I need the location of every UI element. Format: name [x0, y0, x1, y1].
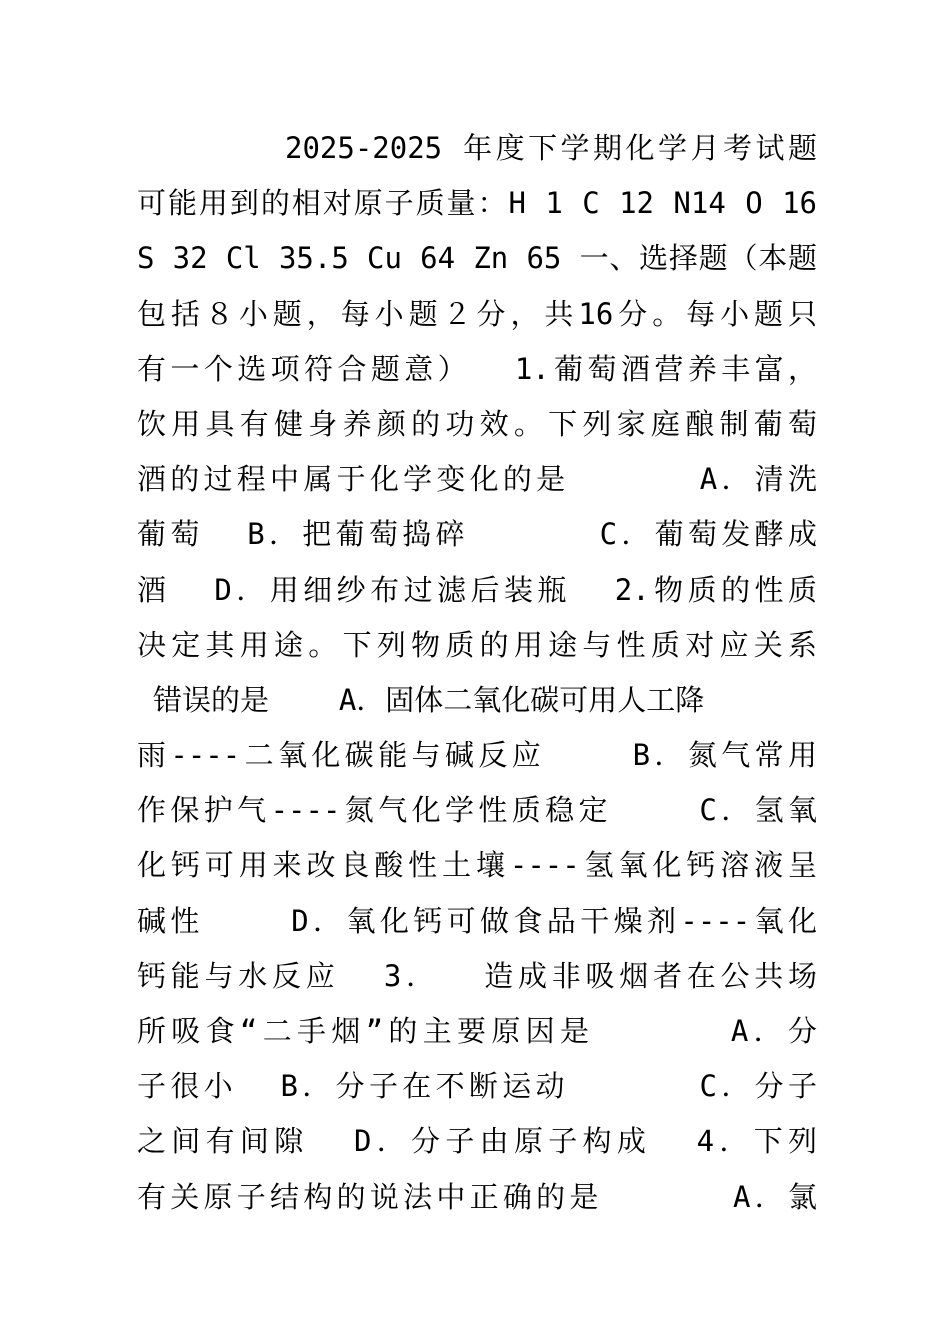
text-line: 可能用到的相对原子质量：H 1 C 12 N14 O 16 — [137, 186, 817, 221]
text-line: 碱性 D．氧化钙可做食品干燥剂----氧化 — [137, 903, 817, 938]
text-line: 葡萄 B．把葡萄捣碎 C．葡萄发酵成 — [137, 517, 817, 552]
text-line: 作保护气----氮气化学性质稳定 C．氢氧 — [137, 793, 817, 828]
text-line: 化钙可用来改良酸性土壤----氢氧化钙溶液呈 — [137, 848, 817, 883]
text-line: 钙能与水反应 3． 造成非吸烟者在公共场 — [137, 958, 817, 993]
document-body — [137, 121, 817, 1225]
text-line: 错误的是 A．固体二氧化碳可用人工降 — [153, 682, 705, 717]
text-line: 决定其用途。下列物质的用途与性质对应关系 — [137, 627, 817, 662]
text-line: 包括８小题，每小题２分，共16分。每小题只 — [137, 296, 817, 331]
text-line: 所吸食“二手烟”的主要原因是 A．分 — [137, 1014, 817, 1048]
text-line: 酒 D．用细纱布过滤后装瓶 2.物质的性质 — [137, 572, 817, 607]
text-line: 之间有间隙 D．分子由原子构成 4．下列 — [137, 1124, 817, 1159]
text-line: 有关原子结构的说法中正确的是 A．氯 — [137, 1179, 817, 1214]
document-title-line: 2025-2025 年度下学期化学月考试题 — [285, 131, 817, 165]
text-line: 饮用具有健身养颜的功效。下列家庭酿制葡萄 — [137, 406, 817, 441]
text-line: 酒的过程中属于化学变化的是 A．清洗 — [137, 462, 817, 497]
text-line: S 32 Cl 35.5 Cu 64 Zn 65 一、选择题（本题 — [137, 241, 817, 276]
text-line: 雨----二氧化碳能与碱反应 B．氮气常用 — [137, 738, 817, 773]
text-line: 子很小 B．分子在不断运动 C．分子 — [137, 1069, 817, 1104]
text-line: 有一个选项符合题意） 1.葡萄酒营养丰富， — [137, 351, 817, 386]
